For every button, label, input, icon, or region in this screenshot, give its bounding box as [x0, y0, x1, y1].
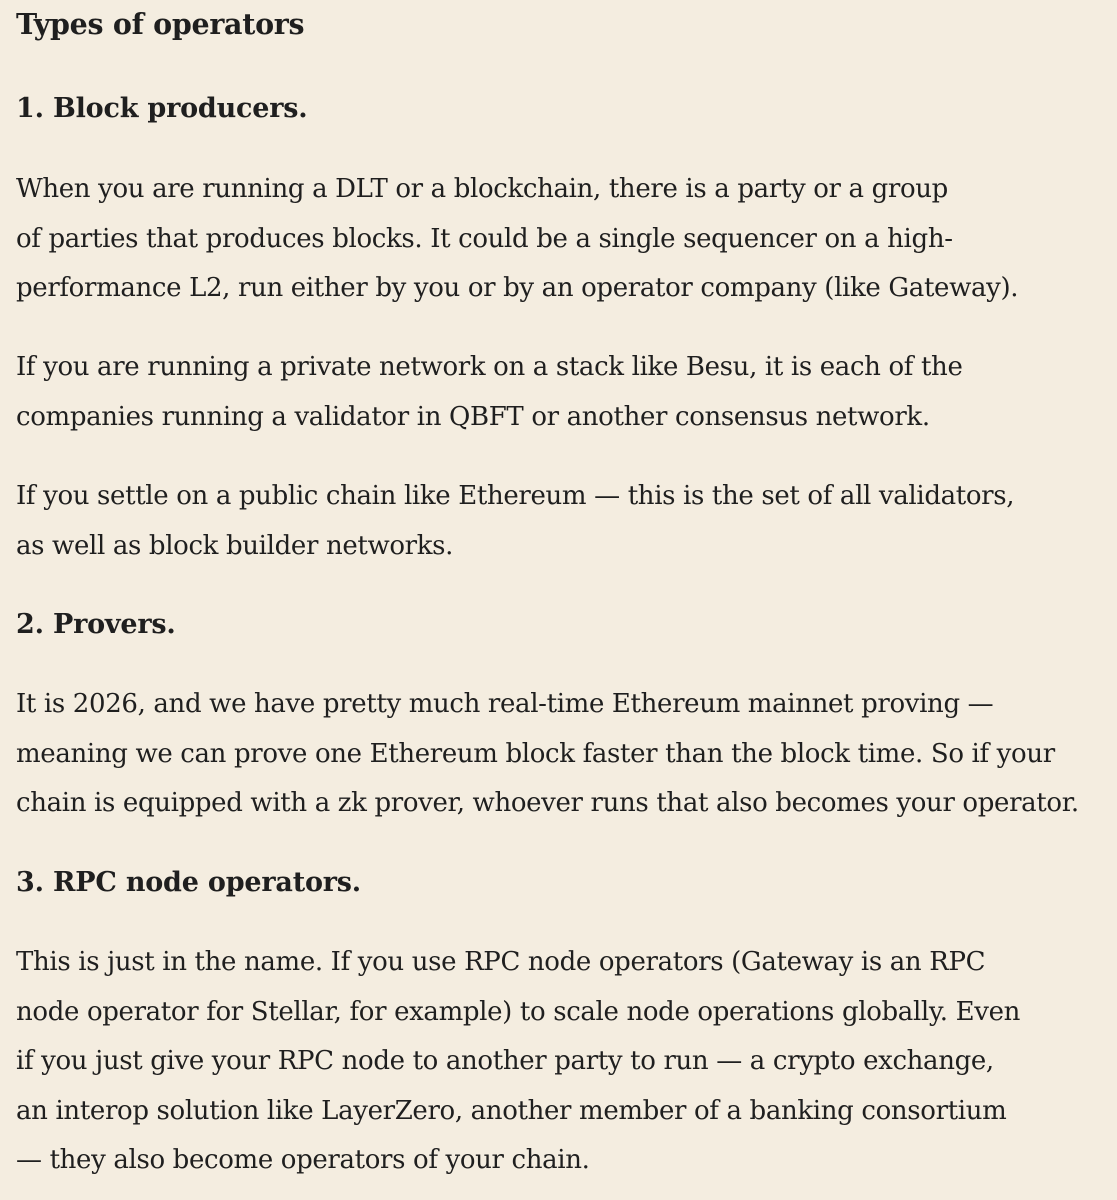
paragraph-line: — they also become operators of your chain. [16, 1145, 590, 1175]
paragraph-private-network [16, 343, 962, 442]
paragraph-line: chain is equipped with a zk prover, whoever runs that also becomes your operator. [16, 788, 1079, 818]
section-heading-block-producers: 1. Block producers. [16, 93, 308, 124]
section-heading-provers: 2. Provers. [16, 609, 176, 640]
paragraph-line: If you are running a private network on a stack like Besu, it is each of the [16, 352, 963, 382]
paragraph-public-chain [16, 472, 1014, 571]
paragraph-line: performance L2, run either by you or by an operator company (like Gateway). [16, 273, 1019, 303]
paragraph-line: of parties that produces blocks. It could be a single sequencer on a high- [16, 223, 953, 254]
paragraph-line: This is just in the name. If you use RPC node operators (Gateway is an RPC [16, 947, 986, 977]
paragraph-line: an interop solution like LayerZero, another member of a banking consortium [16, 1095, 1007, 1126]
paragraph-rpc-node-operators [16, 938, 1020, 1186]
paragraph-line: If you settle on a public chain like Ethereum — this is the set of all validators, [16, 481, 1015, 511]
paragraph-block-producers-intro [16, 165, 1018, 314]
section-heading-rpc-node-operators: 3. RPC node operators. [16, 867, 362, 898]
paragraph-line: It is 2026, and we have pretty much real-time Ethereum mainnet proving — [16, 689, 994, 719]
article-title: Types of operators [16, 7, 305, 41]
paragraph-provers [16, 680, 1079, 829]
paragraph-line: as well as block builder networks. [16, 530, 454, 561]
paragraph-line: companies running a validator in QBFT or another consensus network. [16, 401, 930, 432]
paragraph-line: When you are running a DLT or a blockchain, there is a party or a group [16, 174, 948, 204]
paragraph-line: if you just give your RPC node to another party to run — a crypto exchange, [16, 1046, 994, 1076]
paragraph-line: meaning we can prove one Ethereum block faster than the block time. So if your [16, 738, 1055, 769]
paragraph-line: node operator for Stellar, for example) to scale node operations globally. Even [16, 996, 1020, 1027]
